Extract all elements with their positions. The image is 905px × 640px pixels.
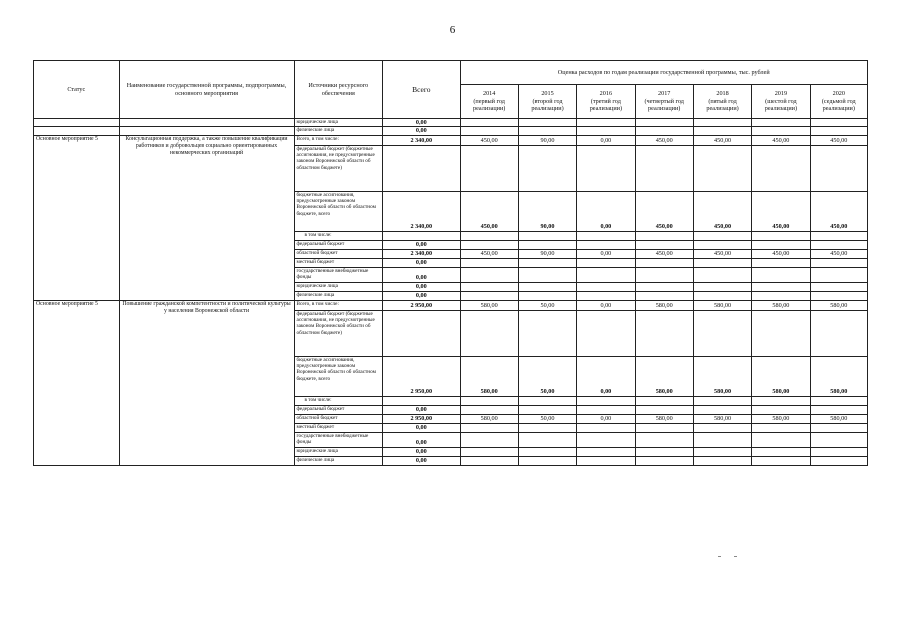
year-value-cell: 580,00 (752, 356, 810, 396)
year-value-cell (460, 145, 518, 191)
year-value-cell (693, 127, 751, 135)
year-value-cell (577, 432, 635, 447)
name-cell (119, 119, 294, 127)
year-value-cell (577, 231, 635, 240)
table-header (34, 61, 868, 119)
source-cell: Всего, в том числе: (294, 135, 383, 145)
year-value-cell (577, 267, 635, 282)
year-value-cell (810, 447, 867, 456)
year-value-cell (635, 282, 693, 291)
year-value-cell: 580,00 (693, 356, 751, 396)
year-value-cell (577, 119, 635, 127)
source-cell: местный бюджет (294, 258, 383, 267)
year-value-cell (518, 405, 576, 414)
year-value-cell (693, 423, 751, 432)
year-value-cell (810, 310, 867, 356)
header-year-2019 (752, 85, 810, 119)
total-cell: 0,00 (383, 432, 460, 447)
total-cell: 0,00 (383, 258, 460, 267)
year-value-cell (518, 456, 576, 465)
year-value-cell (577, 258, 635, 267)
year-value-cell (635, 310, 693, 356)
year-value-cell (810, 127, 867, 135)
year-value-cell (518, 119, 576, 127)
total-cell: 2 340,00 (383, 135, 460, 145)
name-cell: Консультационная поддержка, а также повышение квалификации работников и добровольцев социально ориентированных некоммерческих организаций (119, 135, 294, 300)
source-cell: местный бюджет (294, 423, 383, 432)
year-value-cell (460, 432, 518, 447)
source-cell: Всего, в том числе: (294, 300, 383, 310)
page-number: 6 (449, 24, 456, 36)
status-cell: Основное мероприятие 5 (34, 135, 120, 300)
year-value-cell (577, 145, 635, 191)
source-cell: в том числе: (294, 396, 383, 405)
year-value-cell (635, 240, 693, 249)
year-value-cell (752, 423, 810, 432)
total-cell: 0,00 (383, 423, 460, 432)
year-value-cell: 580,00 (693, 414, 751, 423)
year-value-cell: 50,00 (518, 414, 576, 423)
source-cell: физические лица (294, 127, 383, 135)
year-value-cell: 580,00 (460, 414, 518, 423)
year-value-cell (518, 291, 576, 300)
header-year-number: 2015 (541, 89, 554, 97)
year-value-cell (518, 432, 576, 447)
header-year-number: 2018 (716, 89, 729, 97)
scan-artifact (734, 556, 737, 557)
total-cell (383, 145, 460, 191)
year-value-cell: 580,00 (810, 356, 867, 396)
year-value-cell (460, 282, 518, 291)
year-value-cell: 450,00 (810, 191, 867, 231)
year-value-cell (693, 282, 751, 291)
source-cell: федеральный бюджет (294, 240, 383, 249)
year-value-cell (577, 405, 635, 414)
header-year-2015 (518, 85, 576, 119)
year-value-cell (518, 282, 576, 291)
year-value-cell (460, 291, 518, 300)
header-year-label: (шестой год реализации) (764, 97, 798, 113)
year-value-cell: 450,00 (752, 135, 810, 145)
year-value-cell (693, 267, 751, 282)
year-value-cell (810, 145, 867, 191)
source-cell: юридические лица (294, 447, 383, 456)
header-year-number: 2014 (482, 89, 496, 97)
total-cell: 0,00 (383, 282, 460, 291)
table-body (34, 119, 868, 466)
total-cell: 0,00 (383, 456, 460, 465)
year-value-cell: 0,00 (577, 356, 635, 396)
header-year-number: 2016 (599, 89, 613, 97)
source-cell: юридические лица (294, 119, 383, 127)
name-cell (119, 127, 294, 135)
source-cell: областной бюджет (294, 249, 383, 258)
year-value-cell (635, 432, 693, 447)
year-value-cell (635, 258, 693, 267)
year-value-cell (810, 267, 867, 282)
year-value-cell (518, 267, 576, 282)
header-status: Статус (34, 61, 120, 119)
total-cell: 0,00 (383, 267, 460, 282)
year-value-cell (752, 282, 810, 291)
year-value-cell (518, 310, 576, 356)
year-value-cell: 580,00 (460, 300, 518, 310)
header-year-label: (четвертый год реализации) (644, 97, 684, 113)
status-cell (34, 127, 120, 135)
year-value-cell (577, 240, 635, 249)
year-value-cell (810, 405, 867, 414)
year-value-cell (752, 127, 810, 135)
year-value-cell (810, 456, 867, 465)
year-value-cell: 450,00 (460, 249, 518, 258)
year-value-cell (460, 447, 518, 456)
source-cell: федеральный бюджет (294, 405, 383, 414)
total-cell: 0,00 (383, 291, 460, 300)
source-cell: государственные внебюджетные фонды (294, 432, 383, 447)
year-value-cell: 450,00 (635, 191, 693, 231)
year-value-cell (518, 423, 576, 432)
year-value-cell (460, 119, 518, 127)
year-value-cell (810, 231, 867, 240)
year-value-cell (635, 231, 693, 240)
source-cell: в том числе: (294, 231, 383, 240)
budget-table (33, 60, 868, 466)
year-value-cell (518, 240, 576, 249)
year-value-cell: 450,00 (693, 191, 751, 231)
year-value-cell (693, 310, 751, 356)
header-name: Наименование государственной программы, подпрограммы, основного мероприятия (119, 61, 294, 119)
year-value-cell (518, 127, 576, 135)
total-cell: 0,00 (383, 240, 460, 249)
year-value-cell (810, 432, 867, 447)
header-year-2018 (693, 85, 751, 119)
year-value-cell (460, 310, 518, 356)
total-cell: 0,00 (383, 405, 460, 414)
year-value-cell (752, 231, 810, 240)
year-value-cell: 580,00 (810, 300, 867, 310)
year-value-cell (577, 291, 635, 300)
year-value-cell (752, 447, 810, 456)
header-year-2020 (810, 85, 867, 119)
total-cell: 0,00 (383, 127, 460, 135)
header-estimate: Оценка расходов по годам реализации государственной программы, тыс. рублей (460, 61, 868, 85)
year-value-cell: 450,00 (635, 135, 693, 145)
year-value-cell: 580,00 (635, 300, 693, 310)
table-row (34, 119, 868, 127)
year-value-cell: 90,00 (518, 249, 576, 258)
year-value-cell (810, 291, 867, 300)
year-value-cell (752, 267, 810, 282)
year-value-cell: 580,00 (752, 414, 810, 423)
year-value-cell: 0,00 (577, 414, 635, 423)
header-year-label: (седьмой год реализации) (821, 97, 856, 113)
year-value-cell (518, 231, 576, 240)
total-cell: 0,00 (383, 447, 460, 456)
total-cell: 2 950,00 (383, 356, 460, 396)
year-value-cell (635, 396, 693, 405)
year-value-cell: 450,00 (810, 249, 867, 258)
year-value-cell: 450,00 (635, 249, 693, 258)
year-value-cell (577, 423, 635, 432)
year-value-cell (518, 396, 576, 405)
year-value-cell (693, 291, 751, 300)
year-value-cell (752, 240, 810, 249)
year-value-cell: 580,00 (460, 356, 518, 396)
year-value-cell (810, 119, 867, 127)
source-cell: областной бюджет (294, 414, 383, 423)
year-value-cell (635, 267, 693, 282)
year-value-cell (693, 231, 751, 240)
header-year-label: (третий год реализации) (589, 97, 623, 113)
year-value-cell (752, 258, 810, 267)
year-value-cell: 450,00 (752, 191, 810, 231)
year-value-cell (693, 145, 751, 191)
year-value-cell (577, 282, 635, 291)
year-value-cell: 450,00 (810, 135, 867, 145)
year-value-cell: 0,00 (577, 300, 635, 310)
year-value-cell (635, 423, 693, 432)
status-cell (34, 119, 120, 127)
year-value-cell (693, 396, 751, 405)
header-year-2016 (577, 85, 635, 119)
year-value-cell (460, 456, 518, 465)
header-year-label: (первый год реализации) (473, 97, 506, 113)
year-value-cell: 90,00 (518, 191, 576, 231)
year-value-cell (693, 240, 751, 249)
table-row (34, 127, 868, 135)
source-cell: федеральный бюджет (бюджетные ассигнования, не предусмотренные законом Воронежской области об областном бюджете) (294, 145, 383, 191)
header-year-2017 (635, 85, 693, 119)
year-value-cell (460, 231, 518, 240)
year-value-cell (693, 119, 751, 127)
year-value-cell (635, 291, 693, 300)
year-value-cell (635, 119, 693, 127)
year-value-cell (460, 267, 518, 282)
year-value-cell (460, 258, 518, 267)
year-value-cell: 580,00 (635, 356, 693, 396)
year-value-cell (810, 396, 867, 405)
year-value-cell: 0,00 (577, 191, 635, 231)
year-value-cell (752, 145, 810, 191)
table-row (34, 135, 868, 145)
year-value-cell (635, 127, 693, 135)
year-value-cell: 50,00 (518, 356, 576, 396)
year-value-cell (460, 423, 518, 432)
source-cell: федеральный бюджет (бюджетные ассигнования, не предусмотренные законом Воронежской области об областном бюджете) (294, 310, 383, 356)
year-value-cell (577, 310, 635, 356)
total-cell: 0,00 (383, 119, 460, 127)
header-year-number: 2020 (832, 89, 845, 97)
total-cell: 2 340,00 (383, 191, 460, 231)
year-value-cell (752, 405, 810, 414)
source-cell: физические лица (294, 291, 383, 300)
header-year-number: 2017 (658, 89, 671, 97)
source-cell: юридические лица (294, 282, 383, 291)
year-value-cell (518, 145, 576, 191)
year-value-cell: 580,00 (693, 300, 751, 310)
total-cell (383, 310, 460, 356)
header-total: Всего (383, 61, 460, 119)
year-value-cell: 50,00 (518, 300, 576, 310)
year-value-cell (752, 291, 810, 300)
year-value-cell (518, 447, 576, 456)
year-value-cell (810, 240, 867, 249)
year-value-cell (460, 127, 518, 135)
total-cell: 2 340,00 (383, 249, 460, 258)
table-row (34, 300, 868, 310)
year-value-cell (752, 119, 810, 127)
year-value-cell (693, 405, 751, 414)
year-value-cell: 450,00 (460, 191, 518, 231)
header-year-label: (пятый год реализации) (706, 97, 739, 113)
source-cell: бюджетные ассигнования, предусмотренные законом Воронежской области об областном бюджете, всего (294, 356, 383, 396)
year-value-cell (518, 258, 576, 267)
name-cell: Повышение гражданской компетентности и политической культуры у населения Воронежской области (119, 300, 294, 465)
year-value-cell: 0,00 (577, 135, 635, 145)
header-year-number: 2019 (774, 89, 788, 97)
year-value-cell (810, 258, 867, 267)
year-value-cell: 450,00 (693, 249, 751, 258)
year-value-cell (693, 447, 751, 456)
source-cell: физические лица (294, 456, 383, 465)
year-value-cell (577, 447, 635, 456)
header-sources: Источники ресурсного обеспечения (294, 61, 383, 119)
year-value-cell (635, 447, 693, 456)
year-value-cell (752, 310, 810, 356)
year-value-cell: 450,00 (752, 249, 810, 258)
header-year-label: (второй год реализации) (531, 97, 564, 113)
year-value-cell: 90,00 (518, 135, 576, 145)
year-value-cell (810, 423, 867, 432)
year-value-cell (577, 127, 635, 135)
year-value-cell (460, 405, 518, 414)
total-cell: 2 950,00 (383, 414, 460, 423)
total-cell (383, 231, 460, 240)
year-value-cell: 580,00 (810, 414, 867, 423)
year-value-cell (693, 258, 751, 267)
year-value-cell (752, 432, 810, 447)
total-cell (383, 396, 460, 405)
year-value-cell (635, 456, 693, 465)
year-value-cell: 0,00 (577, 249, 635, 258)
year-value-cell (635, 405, 693, 414)
year-value-cell (810, 282, 867, 291)
year-value-cell (577, 396, 635, 405)
year-value-cell: 450,00 (693, 135, 751, 145)
year-value-cell (752, 456, 810, 465)
source-cell: бюджетные ассигнования, предусмотренные законом Воронежской области об областном бюджете, всего (294, 191, 383, 231)
year-value-cell (577, 456, 635, 465)
year-value-cell (460, 396, 518, 405)
status-cell: Основное мероприятие 5 (34, 300, 120, 465)
total-cell: 2 950,00 (383, 300, 460, 310)
year-value-cell: 580,00 (752, 300, 810, 310)
year-value-cell (460, 240, 518, 249)
source-cell: государственные внебюджетные фонды (294, 267, 383, 282)
year-value-cell: 580,00 (635, 414, 693, 423)
year-value-cell: 450,00 (460, 135, 518, 145)
scan-artifact (718, 556, 721, 557)
year-value-cell (693, 456, 751, 465)
year-value-cell (752, 396, 810, 405)
year-value-cell (693, 432, 751, 447)
year-value-cell (635, 145, 693, 191)
header-year-2014 (460, 85, 518, 119)
